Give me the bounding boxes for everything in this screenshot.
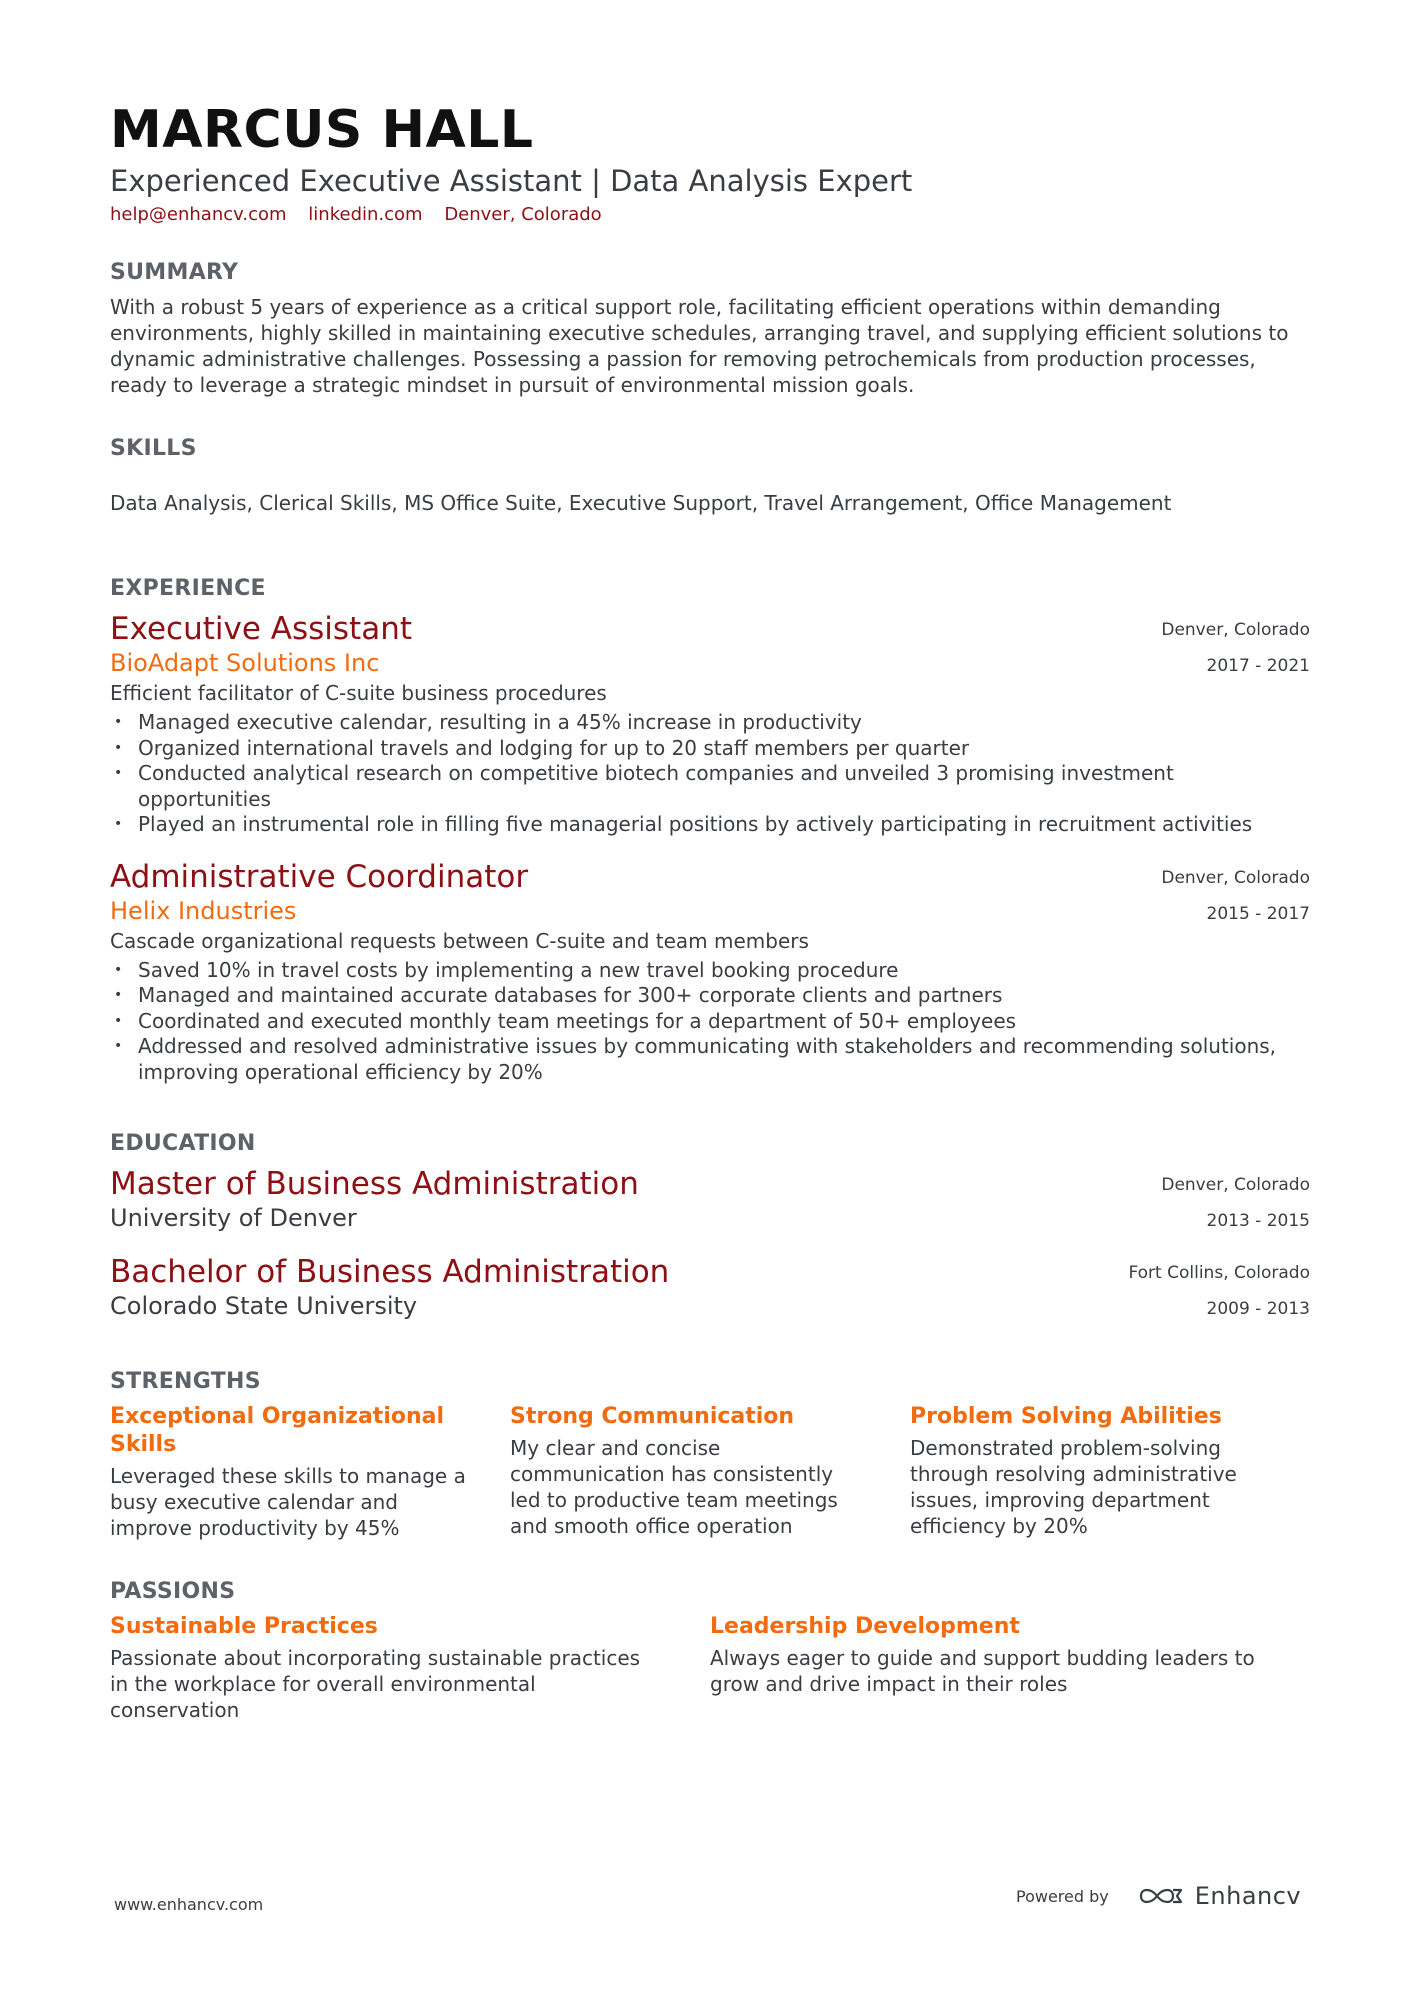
degree-title: Bachelor of Business Administration: [110, 1254, 670, 1290]
resume-page: [110, 98, 1310, 1723]
entry-dates: 2013 - 2015: [1206, 1211, 1310, 1231]
passions-grid: [110, 1613, 1310, 1723]
section-title-strengths: STRENGTHS: [110, 1369, 261, 1394]
bullet-dot-icon: •: [114, 739, 123, 756]
strength-text: My clear and concise communication has consistently led to productive team meetings and smooth office operation: [510, 1436, 838, 1538]
resume-header: [110, 98, 1310, 228]
entry-location: Denver, Colorado: [1161, 1175, 1310, 1195]
powered-by-text: Powered by: [1016, 1886, 1109, 1906]
strength-title: Strong Communication: [510, 1404, 795, 1429]
strengths-grid: [110, 1403, 1310, 1541]
strength-text: Demonstrated problem-solving through resolving administrative issues, improving department efficiency by 20%: [910, 1436, 1237, 1538]
experience-entry: [110, 610, 1310, 838]
strength-text: Leveraged these skills to manage a busy executive calendar and improve productivity by 45%: [110, 1464, 466, 1540]
bullet-item: • Addressed and resolved administrative issues by communicating with stakeholders and recommending solutions, improving operational efficiency by 20%: [114, 1034, 1277, 1084]
strength-title: Problem Solving Abilities: [910, 1404, 1222, 1429]
section-title-education: EDUCATION: [110, 1131, 256, 1156]
brand-name: Enhancv: [1194, 1882, 1302, 1910]
footer-branding[interactable]: [1016, 1882, 1301, 1910]
strength-item: [910, 1403, 1268, 1541]
section-title-summary: SUMMARY: [110, 260, 239, 285]
degree-title: Master of Business Administration: [110, 1166, 639, 1202]
bullet-item: • Conducted analytical research on competitive biotech companies and unveiled 3 promising investment opportunities: [114, 761, 1174, 811]
bullet-item: • Organized international travels and lodging for up to 20 staff members per quarter: [114, 735, 970, 760]
entry-description: Cascade organizational requests between C-suite and team members: [110, 928, 809, 953]
passion-text: Always eager to guide and support budding leaders to grow and drive impact in their roles: [710, 1646, 1255, 1696]
entry-location: Denver, Colorado: [1161, 620, 1310, 640]
entry-meta: [1161, 612, 1310, 684]
footer-website-link[interactable]: www.enhancv.com: [114, 1895, 264, 1914]
strengths-section: [110, 1367, 1310, 1541]
summary-section: [110, 258, 1310, 398]
entry-location: Denver, Colorado: [1161, 867, 1310, 888]
section-title-skills: SKILLS: [110, 436, 197, 461]
strength-item: [110, 1403, 468, 1541]
education-entry: [110, 1165, 1310, 1233]
strength-title: Exceptional Organizational Skills: [110, 1404, 445, 1457]
email-link[interactable]: help@enhancv.com: [110, 204, 287, 225]
entry-meta: [1128, 1255, 1310, 1327]
company-name: BioAdapt Solutions Inc: [110, 649, 380, 677]
bullet-dot-icon: •: [114, 1038, 123, 1054]
location-text: Denver, Colorado: [444, 204, 602, 225]
bullet-item: • Played an instrumental role in filling five managerial positions by actively participating in recruitment activities: [114, 812, 1253, 836]
passion-text: Passionate about incorporating sustainable practices in the workplace for overall environmental conservation: [110, 1646, 641, 1722]
bullet-item: • Coordinated and executed monthly team meetings for a department of 50+ employees: [114, 1008, 1017, 1033]
bullet-item: • Managed and maintained accurate databases for 300+ corporate clients and partners: [114, 983, 1003, 1007]
entry-location: Fort Collins, Colorado: [1128, 1263, 1310, 1283]
summary-text: With a robust 5 years of experience as a critical support role, facilitating efficient operations within demanding environments, highly skilled in maintaining executive schedules, arranging travel, and supplying efficient solutions to dynamic administrative challenges. Possessing a passion for removing petrochemicals from production processes, ready to leverage a strategic mindset in pursuit of environmental mission goals.: [110, 295, 1289, 397]
school-name: University of Denver: [110, 1204, 357, 1232]
education-entry: [110, 1253, 1310, 1321]
entry-dates: 2009 - 2013: [1206, 1299, 1310, 1319]
skills-section: [110, 434, 1310, 516]
entry-meta: [1161, 860, 1310, 932]
enhancv-logo-icon: [1137, 1882, 1185, 1910]
section-title-experience: EXPERIENCE: [110, 576, 266, 601]
entry-dates: 2015 - 2017: [1206, 903, 1310, 924]
bullet-dot-icon: •: [114, 765, 123, 781]
bullet-dot-icon: •: [114, 816, 123, 832]
passion-title: Sustainable Practices: [110, 1614, 378, 1639]
bullet-dot-icon: •: [114, 961, 123, 978]
skills-text: Data Analysis, Clerical Skills, MS Office Suite, Executive Support, Travel Arrangement, Office Management: [110, 491, 1172, 515]
bullet-list: [110, 958, 1310, 1086]
company-name: Helix Industries: [110, 896, 297, 925]
linkedin-link[interactable]: linkedin.com: [308, 204, 423, 225]
school-name: Colorado State University: [110, 1292, 418, 1320]
passion-item: [710, 1613, 1260, 1723]
passion-item: [110, 1613, 660, 1723]
bullet-dot-icon: •: [114, 987, 123, 1003]
entry-dates: 2017 - 2021: [1206, 656, 1310, 676]
passion-title: Leadership Development: [710, 1614, 1020, 1639]
candidate-name: MARCUS HALL: [110, 100, 534, 160]
candidate-headline: Experienced Executive Assistant | Data Analysis Expert: [110, 164, 913, 198]
contact-line: [110, 202, 1310, 228]
entry-description: Efficient facilitator of C-suite business procedures: [110, 681, 607, 705]
bullet-dot-icon: •: [114, 1012, 123, 1029]
experience-entry: [110, 858, 1310, 1086]
strength-item: [510, 1403, 868, 1541]
job-title: Administrative Coordinator: [110, 858, 529, 895]
bullet-list: [110, 710, 1310, 838]
section-title-passions: PASSIONS: [110, 1579, 236, 1604]
bullet-dot-icon: •: [114, 714, 123, 730]
education-section: [110, 1129, 1310, 1321]
passions-section: [110, 1577, 1310, 1723]
entry-meta: [1161, 1167, 1310, 1239]
bullet-item: • Managed executive calendar, resulting in a 45% increase in productivity: [114, 710, 862, 734]
experience-section: [110, 574, 1310, 1085]
job-title: Executive Assistant: [110, 611, 413, 647]
bullet-item: • Saved 10% in travel costs by implementing a new travel booking procedure: [114, 957, 899, 982]
